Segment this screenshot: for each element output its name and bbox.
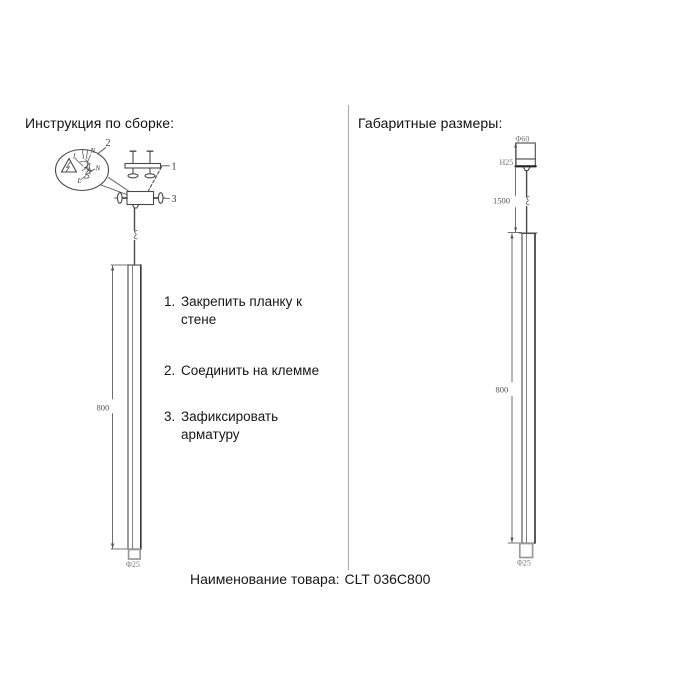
canopy bbox=[115, 192, 177, 209]
canopy-dimensioned bbox=[500, 135, 536, 171]
mounting-bracket bbox=[125, 151, 177, 190]
dim-1500-arrow-bottom bbox=[514, 228, 517, 233]
dim-arrow-bottom bbox=[111, 544, 114, 549]
wire-break-mark bbox=[134, 231, 137, 240]
tube-tip bbox=[520, 544, 533, 558]
dim-800-arrow-bottom bbox=[510, 538, 513, 543]
suspension-wire bbox=[134, 208, 137, 265]
part-2-leader bbox=[98, 148, 106, 155]
screw-shafts bbox=[133, 151, 150, 163]
wire-label-l-top: L bbox=[73, 152, 77, 161]
wire-label-n-top: N bbox=[90, 147, 96, 156]
side-screw-left bbox=[118, 193, 123, 204]
warning-triangle-icon bbox=[62, 159, 77, 173]
product-code: CLT 036C800 bbox=[344, 571, 431, 587]
dim-diameter-label: Φ25 bbox=[126, 560, 140, 569]
part-1-label: 1 bbox=[171, 161, 177, 173]
dim-canopy-diameter-label: Φ60 bbox=[515, 134, 530, 144]
step-3-text-line1: Зафиксировать bbox=[181, 409, 279, 424]
dim-800-label: 800 bbox=[495, 384, 509, 395]
wire-label-l-bottom: L bbox=[77, 177, 82, 185]
dimensions-drawing bbox=[486, 130, 546, 570]
bracket-bar bbox=[125, 164, 161, 169]
part-3-label: 3 bbox=[171, 194, 177, 205]
canopy-band bbox=[516, 159, 535, 166]
step-1-text-line2: стене bbox=[181, 312, 217, 327]
screw-tips bbox=[133, 168, 150, 173]
side-screw-right bbox=[158, 193, 163, 204]
dim-canopy-height-label: H25 bbox=[499, 158, 514, 167]
dim-1500-label: 1500 bbox=[493, 195, 510, 206]
lamp-tube bbox=[97, 265, 141, 569]
tube-body bbox=[522, 234, 535, 544]
product-name-label: Наименование товара: bbox=[190, 571, 340, 587]
product-name bbox=[190, 571, 430, 587]
assembly-drawing bbox=[50, 130, 195, 570]
dim-arrow-top bbox=[111, 266, 114, 271]
wiring-callout-bubble bbox=[56, 147, 129, 195]
canopy-cone bbox=[133, 205, 139, 208]
step-1-number: 1. bbox=[164, 294, 176, 309]
anchor-washer-right bbox=[145, 174, 155, 178]
tube-tip bbox=[129, 550, 141, 560]
wire-label-n-right: N bbox=[95, 164, 101, 173]
wire-break-mark bbox=[526, 197, 529, 206]
assembly-step-3 bbox=[164, 408, 354, 444]
wires-up bbox=[83, 150, 88, 159]
dim-800-arrow-top bbox=[510, 234, 513, 239]
step-2-number: 2. bbox=[164, 363, 176, 378]
step-3-number: 3. bbox=[164, 409, 176, 424]
step-3-text-line2: арматуру bbox=[181, 427, 240, 442]
canopy-top-box bbox=[516, 143, 535, 159]
anchor-washer-left bbox=[128, 174, 138, 178]
step-2-text-line1: Соединить на клемме bbox=[181, 363, 320, 378]
part-2-callout bbox=[98, 138, 111, 154]
panel-divider bbox=[348, 105, 349, 570]
part-2-label: 2 bbox=[105, 138, 111, 149]
dimensions-section-title: Габаритные размеры: bbox=[358, 115, 503, 131]
step-1-text-line1: Закрепить планку к bbox=[181, 294, 303, 309]
tube-dimensioned bbox=[496, 233, 538, 568]
canopy-body bbox=[127, 192, 154, 205]
assembly-step-1 bbox=[164, 293, 354, 329]
dim-diameter-label: Φ25 bbox=[517, 558, 531, 568]
assembly-section-title: Инструкция по сборке: bbox=[25, 115, 175, 131]
dim-800-label: 800 bbox=[96, 402, 110, 413]
assembly-step-2 bbox=[164, 362, 354, 380]
tube-body bbox=[128, 265, 141, 549]
